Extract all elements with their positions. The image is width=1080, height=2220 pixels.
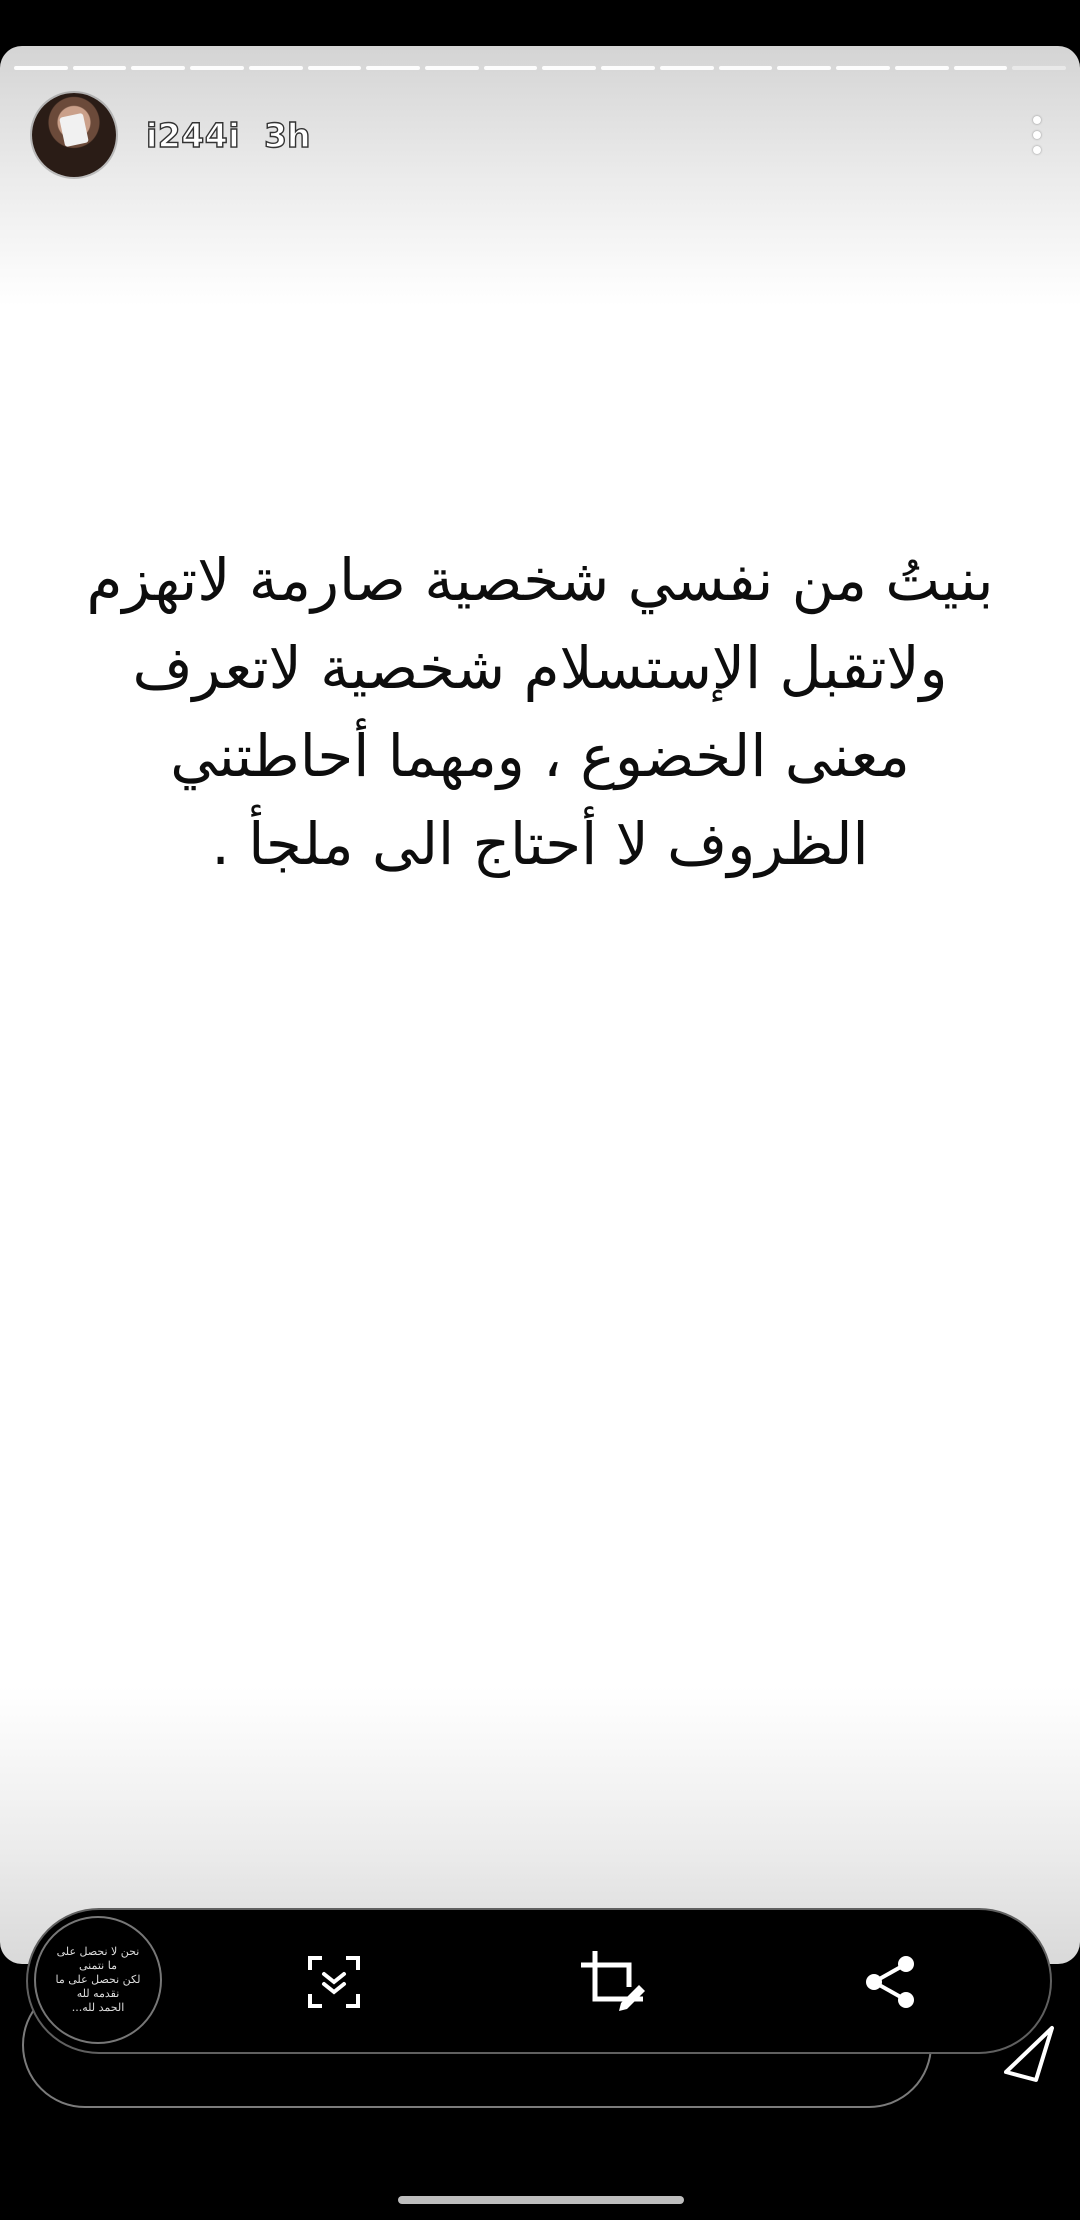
story-text-line: بنيتُ من نفسي شخصية صارمة لاتهزم xyxy=(86,546,994,614)
scan-down-icon[interactable] xyxy=(298,1946,370,2018)
progress-segment xyxy=(73,66,127,70)
progress-segment xyxy=(601,66,655,70)
progress-segment xyxy=(14,66,68,70)
story-text-line: ولاتقبل الإستسلام شخصية لاتعرف xyxy=(132,634,948,702)
progress-segment xyxy=(542,66,596,70)
story-progress-bar xyxy=(14,66,1066,70)
progress-segment xyxy=(1012,66,1066,70)
progress-segment xyxy=(719,66,773,70)
progress-segment xyxy=(366,66,420,70)
share-icon[interactable] xyxy=(854,1946,926,2018)
floating-toolbar xyxy=(26,1908,1052,2054)
story-text xyxy=(60,536,1020,888)
progress-segment xyxy=(895,66,949,70)
progress-segment xyxy=(777,66,831,70)
more-options-icon[interactable] xyxy=(1022,105,1052,165)
progress-segment xyxy=(836,66,890,70)
username[interactable]: i244i xyxy=(146,115,241,155)
avatar[interactable] xyxy=(32,93,116,177)
gesture-nav-bar[interactable] xyxy=(398,2196,684,2204)
story-text-line: معنى الخضوع ، ومهما أحاطتني xyxy=(170,722,910,790)
progress-segment xyxy=(425,66,479,70)
story-text-line: الظروف لا أحتاج الى ملجأ . xyxy=(211,810,869,878)
story-thumbnail[interactable] xyxy=(34,1916,162,2044)
progress-segment xyxy=(131,66,185,70)
progress-segment xyxy=(484,66,538,70)
progress-segment xyxy=(954,66,1008,70)
thumbnail-text: نحن لا نحصل على ما نتمنى لكن نحصل على ما نقدمه لله الحمد لله... xyxy=(55,1945,141,2014)
progress-segment xyxy=(308,66,362,70)
progress-segment xyxy=(249,66,303,70)
progress-segment xyxy=(660,66,714,70)
progress-segment xyxy=(190,66,244,70)
story-viewer[interactable] xyxy=(0,46,1080,1964)
story-header xyxy=(32,92,1056,178)
time-ago: 3h xyxy=(264,115,311,155)
crop-edit-icon[interactable] xyxy=(576,1946,648,2018)
